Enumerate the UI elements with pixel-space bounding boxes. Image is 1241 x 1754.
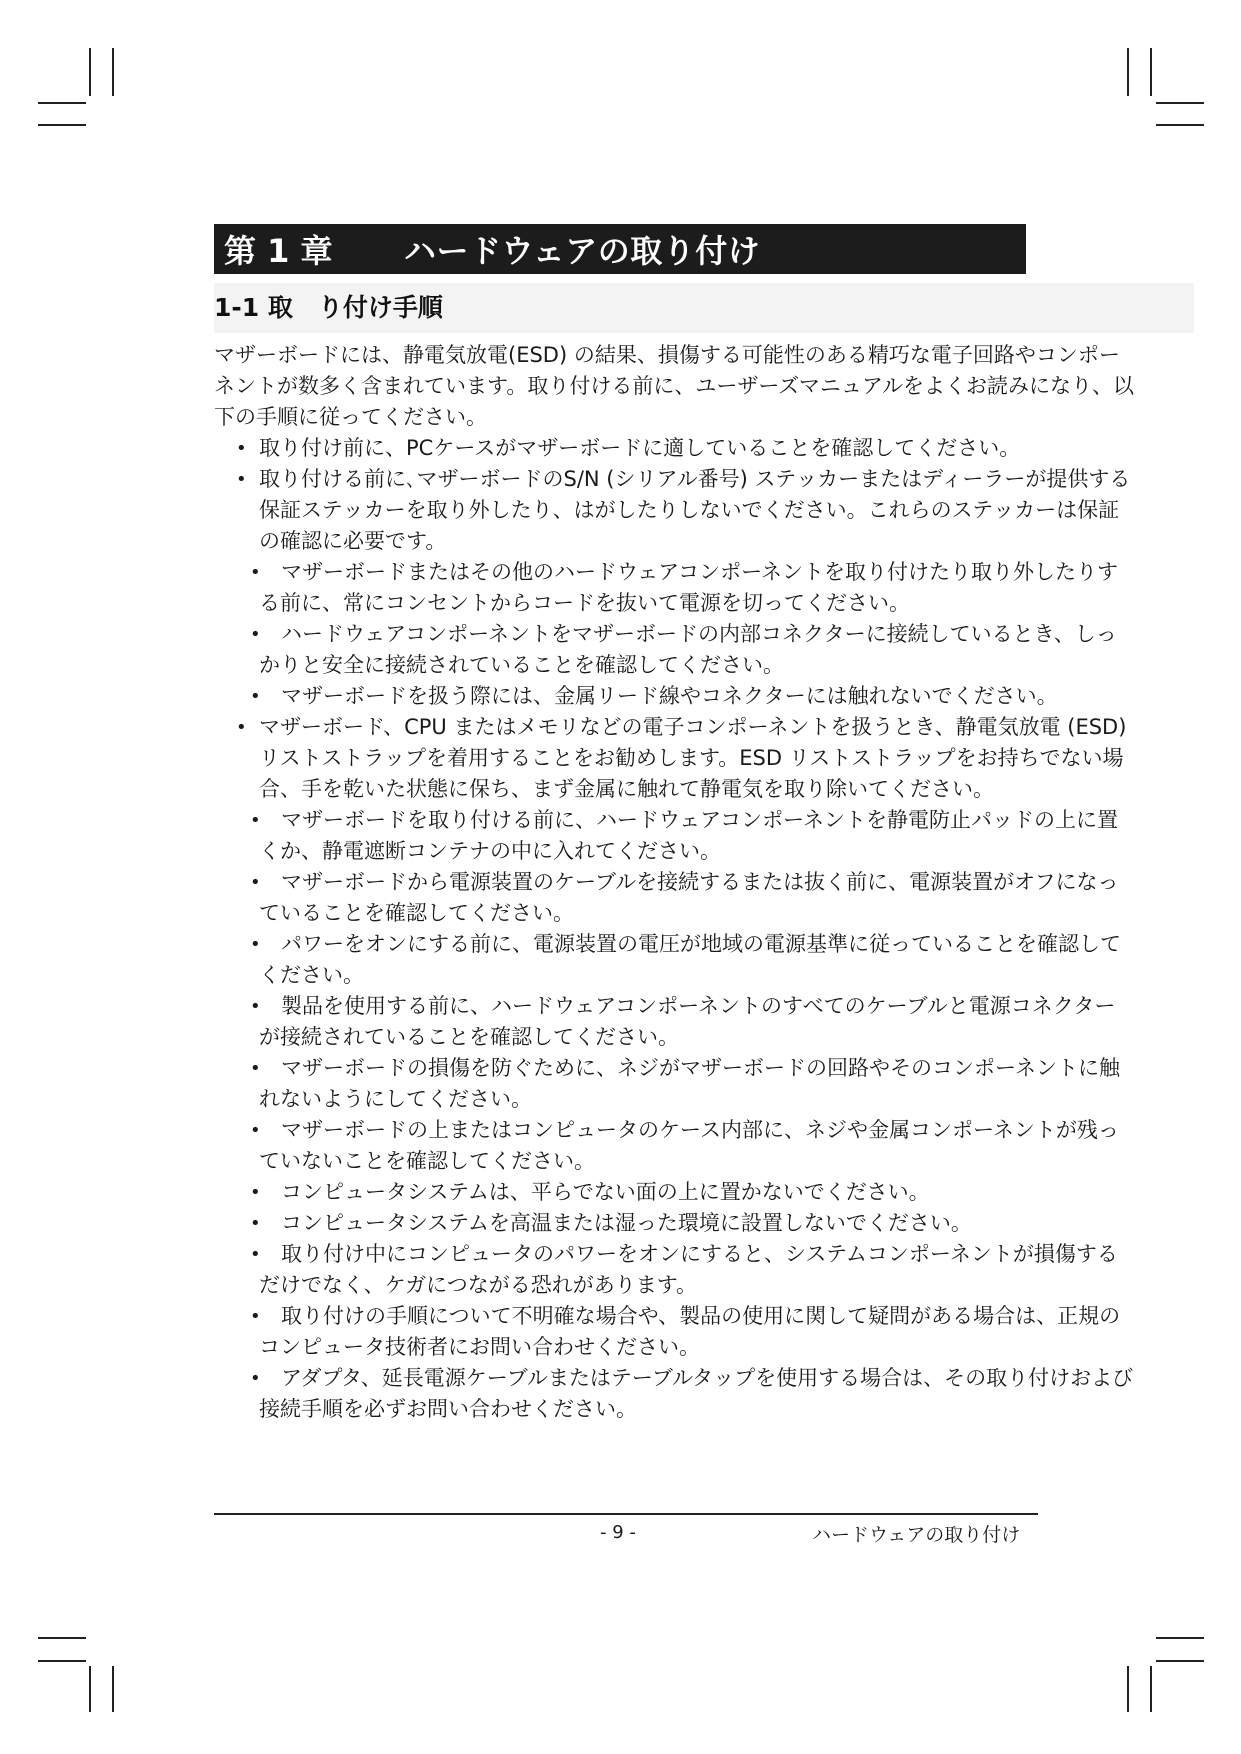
- crop-mark: [38, 102, 86, 104]
- crop-mark: [1156, 124, 1204, 126]
- bullet-icon: •: [250, 562, 261, 583]
- chapter-number: 第 1 章: [224, 232, 333, 270]
- list-item: [214, 1053, 1134, 1115]
- chapter-header: [214, 224, 1026, 274]
- list-item-text: マザーボードから電源装置のケーブルを接続するまたは抜く前に、電源装置がオフになっていることを確認してください。: [259, 870, 1119, 925]
- crop-mark: [1150, 48, 1152, 96]
- list-item-text: マザーボードの上またはコンピュータのケース内部に、ネジや金属コンポーネントが残っていないことを確認してください。: [259, 1118, 1119, 1173]
- intro-paragraph: マザーボードには、静電気放電(ESD) の結果、損傷する可能性のある精巧な電子回路やコンポーネントが数多く含まれています。取り付ける前に、ユーザーズマニュアルをよくお読みになり、以下の手順に従ってください。: [214, 343, 1135, 429]
- crop-mark: [1127, 1666, 1129, 1712]
- crop-mark: [89, 1666, 91, 1712]
- list-item: [214, 681, 1134, 712]
- page-number: - 9 -: [600, 1522, 636, 1543]
- bullet-icon: •: [250, 686, 261, 707]
- list-item: [214, 1239, 1134, 1301]
- list-item-text: 取り付ける前に､マザーボードのS/N (シリアル番号) ステッカーまたはディーラーが提供する保証ステッカーを取り外したり、はがしたりしないでください。これらのステッカーは保証の確認に必要です。: [259, 467, 1131, 553]
- bullet-icon: •: [250, 1058, 261, 1079]
- list-item: [214, 464, 1134, 557]
- list-item-text: マザーボードまたはその他のハードウェアコンポーネントを取り付けたり取り外したりする前に、常にコンセントからコードを抜いて電源を切ってください。: [259, 560, 1119, 615]
- list-item-text: コンピュータシステムは、平らでない面の上に置かないでください。: [281, 1180, 930, 1204]
- list-item: [214, 805, 1134, 867]
- list-item: [214, 867, 1134, 929]
- body-content: [214, 340, 1134, 1425]
- list-item: [214, 929, 1134, 991]
- list-item: [214, 557, 1134, 619]
- section-title: 1-1 取 り付け手順: [214, 293, 443, 322]
- bullet-icon: •: [250, 810, 261, 831]
- list-item-text: 取り付け中にコンピュータのパワーをオンにすると、システムコンポーネントが損傷するだけでなく、ケガにつながる恐れがあります。: [259, 1242, 1118, 1297]
- crop-mark: [1156, 1637, 1204, 1639]
- bullet-icon: •: [250, 624, 261, 645]
- bullet-icon: •: [250, 1368, 261, 1389]
- list-item: [214, 1208, 1134, 1239]
- list-item-text: ハードウェアコンポーネントをマザーボードの内部コネクターに接続しているとき、しっかりと安全に接続されていることを確認してください。: [259, 622, 1117, 677]
- list-item-text: マザーボードを取り付ける前に、ハードウェアコンポーネントを静電防止パッドの上に置くか、静電遮断コンテナの中に入れてください。: [259, 808, 1119, 863]
- list-item: [214, 991, 1134, 1053]
- bullet-icon: •: [250, 1213, 261, 1234]
- list-item: [214, 1301, 1134, 1363]
- bullet-icon: •: [250, 1120, 261, 1141]
- bullet-icon: •: [250, 1182, 261, 1203]
- bullet-icon: •: [250, 872, 261, 893]
- bullet-icon: •: [250, 996, 261, 1017]
- bullet-icon: •: [250, 934, 261, 955]
- precautions-list: [214, 433, 1134, 1425]
- bullet-icon: •: [236, 469, 247, 490]
- bullet-icon: •: [236, 717, 247, 738]
- list-item-text: 取り付けの手順について不明確な場合や、製品の使用に関して疑問がある場合は、正規のコンピュータ技術者にお問い合わせください。: [259, 1304, 1121, 1359]
- list-item-text: 取り付け前に、PCケースがマザーボードに適していることを確認してください。: [259, 436, 1021, 460]
- crop-mark: [1127, 48, 1129, 96]
- crop-mark: [1156, 102, 1204, 104]
- list-item-text: マザーボードの損傷を防ぐために、ネジがマザーボードの回路やそのコンポーネントに触れないようにしてください。: [259, 1056, 1120, 1111]
- list-item: [214, 1177, 1134, 1208]
- list-item: [214, 1363, 1134, 1425]
- footer-rule: [214, 1513, 1038, 1515]
- list-item-text: アダプタ、延長電源ケーブルまたはテーブルタップを使用する場合は、その取り付けおよび接続手順を必ずお問い合わせください。: [259, 1366, 1134, 1421]
- list-item-text: パワーをオンにする前に、電源装置の電圧が地域の電源基準に従っていることを確認してください。: [259, 932, 1121, 987]
- crop-mark: [112, 48, 114, 96]
- list-item: [214, 712, 1134, 805]
- list-item: [214, 1115, 1134, 1177]
- footer-chapter-title: ハードウェアの取り付け: [812, 1524, 1021, 1546]
- list-item-text: マザーボードを扱う際には、金属リード線やコネクターには触れないでください。: [281, 684, 1058, 708]
- list-item-text: マザーボード、CPU またはメモリなどの電子コンポーネントを扱うとき、静電気放電 (ESD) リストストラップを着用することをお勧めします。ESD リストストラップをお持ちでない場合、手を乾いた状態に保ち、まず金属に触れて静電気を取り除いてください。: [259, 715, 1127, 801]
- crop-mark: [89, 48, 91, 96]
- list-item: [214, 619, 1134, 681]
- crop-mark: [112, 1666, 114, 1712]
- crop-mark: [38, 1637, 86, 1639]
- bullet-icon: •: [236, 438, 247, 459]
- list-item-text: 製品を使用する前に、ハードウェアコンポーネントのすべてのケーブルと電源コネクターが接続されていることを確認してください。: [259, 994, 1116, 1049]
- list-item: [214, 433, 1134, 464]
- bullet-icon: •: [250, 1244, 261, 1265]
- bullet-icon: •: [250, 1306, 261, 1327]
- crop-mark: [38, 124, 86, 126]
- crop-mark: [1150, 1666, 1152, 1712]
- crop-mark: [38, 1660, 86, 1662]
- chapter-title: ハードウェアの取り付け: [404, 232, 761, 270]
- crop-mark: [1156, 1660, 1204, 1662]
- list-item-text: コンピュータシステムを高温または湿った環境に設置しないでください。: [281, 1211, 972, 1235]
